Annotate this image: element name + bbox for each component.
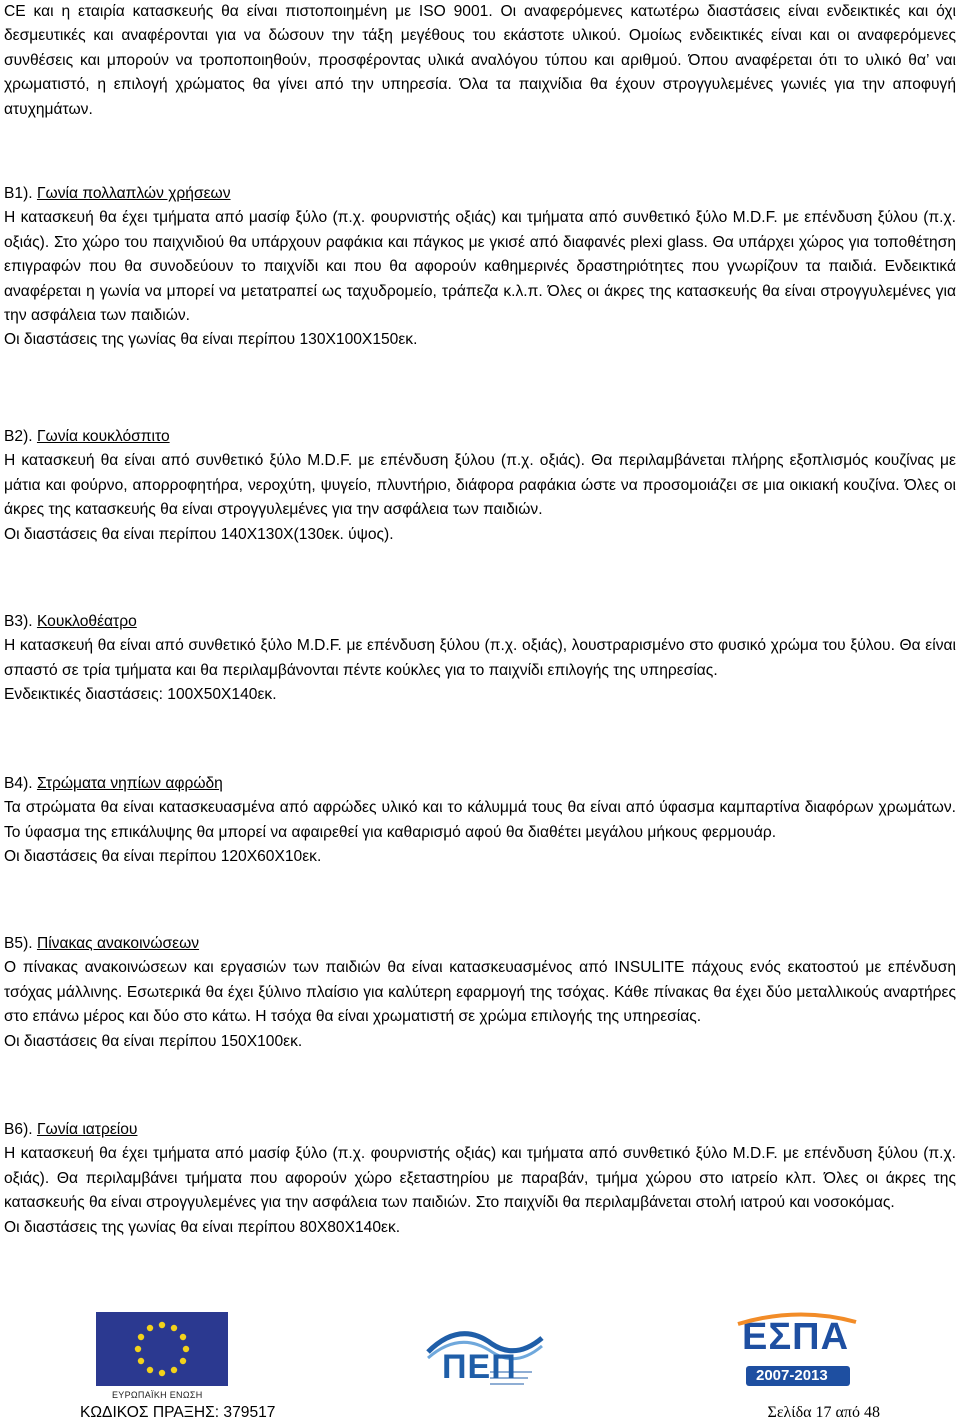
- section-code: Β4).: [4, 775, 33, 792]
- eu-logo: [96, 1312, 228, 1402]
- section-paragraph: Ο πίνακας ανακοινώσεων και εργασιών των παιδιών θα είναι κατασκευασμένος από INSULITE πάχους ενός εκατοστού με επένδυση τσόχας μάλλινης. Εσωτερικά θα έχει ξύλινο πλαίσιο για καλύτερη εφαρμογή της τσόχας. Κάθε πίνακας θα έχει δύο μεταλλικούς αναρτήρες στο επάνω μέρος και δύο στο κάτω. Η τσόχα θα είναι χρωματιστή σε χρώμα επιλογής της υπηρεσίας.: [4, 959, 956, 1026]
- section-heading: [4, 425, 956, 449]
- section-dimensions: Ενδεικτικές διαστάσεις: 100Χ50Χ140εκ.: [4, 686, 277, 704]
- pep-logo-text: ΠΕΠ: [442, 1348, 517, 1386]
- espa-years: 2007-2013: [756, 1367, 828, 1384]
- section-paragraph: Τα στρώματα θα είναι κατασκευασμένα από αφρώδες υλικό και τo κάλυμμά τους θα είναι από ύφασμα καμπαρτίνα διαφόρων χρωμάτων. Το ύφασμα της επικάλυψης θα μπορεί να αφαιρεθεί για καθαρισμό αφού θα διαθέτει μεγάλου μήκους φερμουάρ.: [4, 799, 956, 841]
- section-heading: [4, 610, 956, 634]
- pep-logo: [420, 1314, 550, 1400]
- section-code: Β5).: [4, 935, 33, 952]
- section-title: Γωνία πολλαπλών χρήσεων: [36, 185, 231, 202]
- espa-swoosh-icon: [728, 1310, 868, 1402]
- section-code: Β2).: [4, 428, 33, 445]
- section-dimensions: Οι διαστάσεις της γωνίας θα είναι περίπου 80Χ80Χ140εκ.: [4, 1218, 401, 1236]
- section-code: Β1).: [4, 185, 33, 202]
- section-b5: [4, 932, 956, 1054]
- section-code: Β6).: [4, 1121, 33, 1138]
- espa-logo-text: ΕΣΠΑ: [742, 1316, 850, 1358]
- section-title: Πίνακας ανακοινώσεων: [36, 935, 200, 952]
- eu-flag-icon: [96, 1312, 228, 1386]
- section-b2: [4, 425, 956, 547]
- section-dimensions: Οι διαστάσεις θα είναι περίπου 150Χ100εκ.: [4, 1032, 303, 1050]
- section-heading: [4, 1118, 956, 1142]
- section-paragraph: Η κατασκευή θα είναι από συνθετικό ξύλο M.D.F. με επένδυση ξύλου (π.χ. οξιάς), λουστραρισμένο στο φυσικό χρώμα του ξύλου. Θα είναι σπαστό σε τρία τμήματα και θα περιλαμβάνονται πέντε κούκλες για το παιχνίδι επιλογής της υπηρεσίας.: [4, 637, 956, 679]
- page-number: Σελίδα 17 από 48: [767, 1404, 880, 1421]
- eu-logo-caption: ΕΥΡΩΠΑΪΚΗ ΕΝΩΣΗ: [112, 1390, 203, 1400]
- section-paragraph: Η κατασκευή θα έχει τμήματα από μασίφ ξύλο (π.χ. φουρνιστής οξιάς) και τμήματα από συνθετικό ξύλο M.D.F. με επένδυση ξύλου (π.χ. οξιάς). Στο χώρο του παιχνιδιού θα υπάρχουν ραφάκια και πάγκος με γκισέ από διαφανές plexi glass. Θα υπάρχει χώρος για τοποθέτηση επιγραφών που θα συνοδεύουν το παιχνίδι και που θα αφορούν καθημερινές δραστηριότητες που γνωρίζουν τα παιδιά. Ενδεικτικά αναφέρεται η γωνία να μπορεί να μετατραπεί ως ταχυδρομείο, τράπεζα κ.λ.π. Όλες οι άκρες της κατασκευής θα είναι στρογγυλεμένες για την ασφάλεια των παιδιών.: [4, 209, 956, 325]
- section-title: Γωνία κουκλόσπιτο: [36, 428, 170, 445]
- section-title: Κουκλοθέατρο: [36, 613, 137, 630]
- section-b3: [4, 610, 956, 708]
- project-code: ΚΩΔΙΚΟΣ ΠΡΑΞΗΣ: 379517: [80, 1404, 276, 1421]
- section-b6: [4, 1118, 956, 1240]
- section-heading: [4, 772, 956, 796]
- section-heading: [4, 932, 956, 956]
- footer-logos: [0, 1308, 960, 1403]
- section-b1: [4, 182, 956, 353]
- intro-paragraph: CE και η εταιρία κατασκευής θα είναι πιστοποιημένη με ISO 9001. Οι αναφερόμενες κατωτέρω διαστάσεις είναι ενδεικτικές και όχι δεσμευτικές και αναφέρονται για να δώσουν την τάξη μεγέθους του εκάστοτε υλικού. Ομοίως ενδεικτικές είναι και οι αναφερόμενες συνθέσεις και μπορούν να τροποποιηθούν, προσφέροντας υλικά αναλόγου τύπου και αριθμού. Όπου αναφέρεται ότι το υλικό θα’ ναι χρωματιστό, η επιλογή χρώματος θα γίνει από την υπηρεσία. Όλα τα παιχνίδια θα έχουν στρογγυλεμένες γωνιές για την αποφυγή ατυχημάτων.: [4, 3, 956, 118]
- section-title: Γωνία ιατρείου: [36, 1121, 138, 1138]
- espa-logo: [728, 1310, 868, 1402]
- section-title: Στρώματα νηπίων αφρώδη: [36, 775, 223, 792]
- section-paragraph: Η κατασκευή θα έχει τμήματα από μασίφ ξύλο (π.χ. φουρνιστής οξιάς) και τμήματα από συνθετικό ξύλο M.D.F. με επένδυση ξύλου (π.χ. οξιάς). Θα περιλαμβάνει τμήματα που αφορούν χώρο εξεταστηρίου με παραβάν, τμήμα χώρου στο ιατρείο κλπ. Όλες οι άκρες της κατασκευής θα είναι στρογγυλεμένες για την ασφάλεια των παιδιών. Στο παιχνίδι θα περιλαμβάνεται στολή ιατρού και νοσοκόμας.: [4, 1145, 956, 1212]
- section-code: Β3).: [4, 613, 33, 630]
- section-heading: [4, 182, 956, 206]
- section-b4: [4, 772, 956, 870]
- section-dimensions: Οι διαστάσεις της γωνίας θα είναι περίπου 130Χ100Χ150εκ.: [4, 331, 418, 349]
- section-dimensions: Οι διαστάσεις θα είναι περίπου 140Χ130Χ(130εκ. ύψος).: [4, 525, 394, 543]
- section-paragraph: Η κατασκευή θα είναι από συνθετικό ξύλο M.D.F. με επένδυση ξύλου (π.χ. οξιάς). Θα περιλαμβάνεται πλήρης εξοπλισμός κουζίνας με μάτια και φούρνο, απορροφητήρα, νεροχύτη, ψυγείο, πλυντήριο, διάφορα ραφάκια ώστε να προσομοιάζει σε μια οικιακή κουζίνα. Όλες οι άκρες της κατασκευής θα είναι στρογγυλεμένες για την ασφάλεια των παιδιών.: [4, 452, 956, 519]
- intro-block: [4, 0, 956, 122]
- section-dimensions: Οι διαστάσεις θα είναι περίπου 120Χ60Χ10εκ.: [4, 848, 322, 866]
